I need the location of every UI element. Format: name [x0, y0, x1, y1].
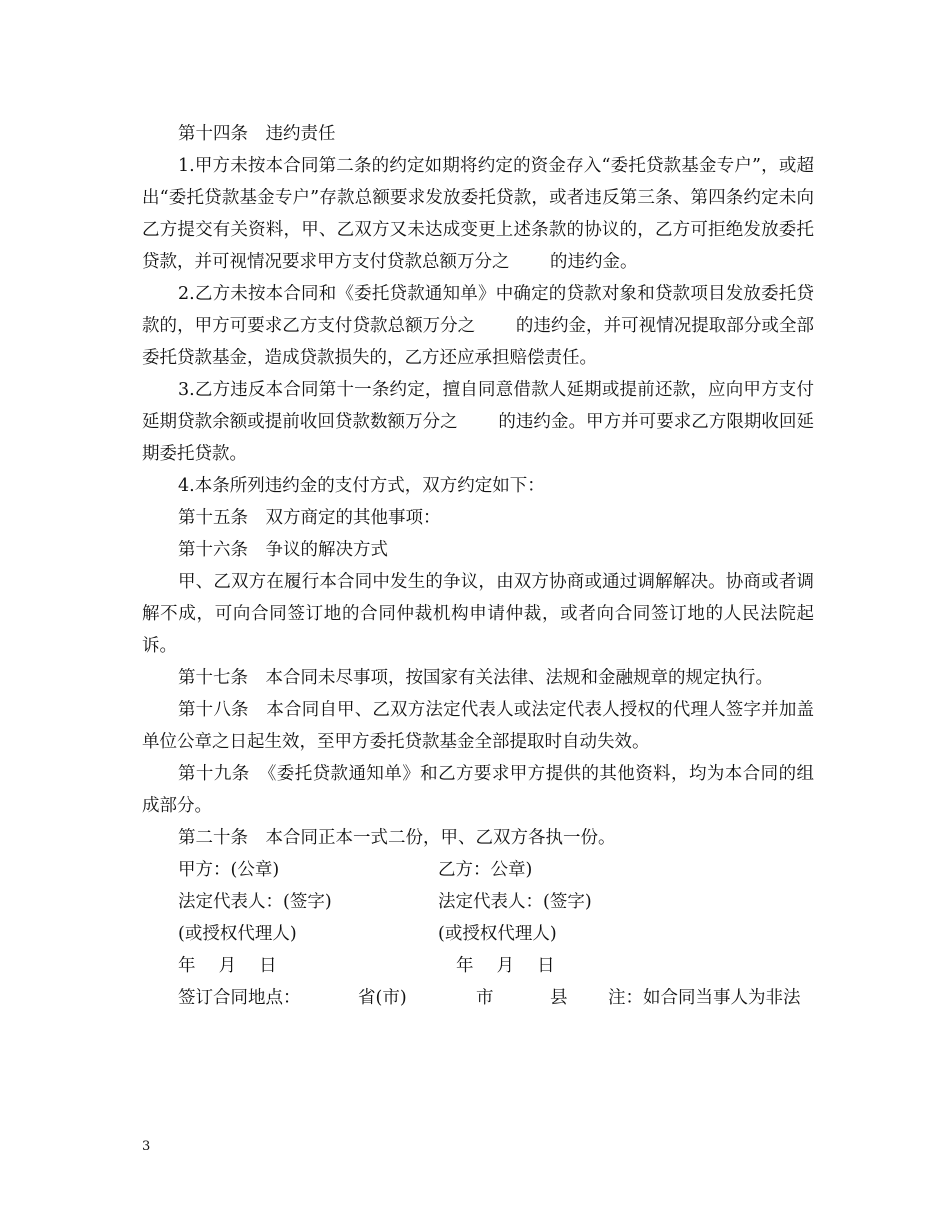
party-a-agent: (或授权代理人): [178, 924, 297, 944]
place-county: 县: [550, 988, 568, 1008]
article-16-heading: 第十六条 争议的解决方式: [178, 540, 388, 560]
contract-body: [142, 118, 814, 1014]
party-b-date: 年 月 日: [456, 956, 555, 976]
party-b-representative: 法定代表人：(签字): [438, 892, 592, 912]
place-label: 签订合同地点：: [178, 988, 301, 1008]
party-a-representative: 法定代表人：(签字): [178, 892, 332, 912]
place-city: 市: [476, 988, 494, 1008]
party-b-seal: 乙方：公章): [438, 860, 533, 880]
article-14-clause-1: 1.甲方未按本合同第二条的约定如期将约定的资金存入“委托贷款基金专户”，或超出“委托贷款基金专户”存款总额要求发放委托贷款，或者违反第三条、第四条约定未向乙方提交有关资料，甲、乙双方又未达成变更上述条款的协议的，乙方可拒绝发放委托贷款，并可视情况要求甲方支付贷款总额万分之 的违约金。: [142, 156, 814, 272]
article-16-body: 甲、乙双方在履行本合同中发生的争议，由双方协商或通过调解解决。协商或者调解不成，可向合同签订地的合同仲裁机构申请仲裁，或者向合同签订地的人民法院起诉。: [142, 572, 814, 656]
page-number: 3: [142, 1139, 151, 1154]
place-note: 注：如合同当事人为非法: [608, 988, 801, 1008]
article-14-clause-4: 4.本条所列违约金的支付方式，双方约定如下：: [178, 476, 545, 496]
article-17: 第十七条 本合同未尽事项，按国家有关法律、法规和金融规章的规定执行。: [178, 668, 773, 688]
article-14-heading: 第十四条 违约责任: [178, 124, 336, 144]
article-14-clause-3: 3.乙方违反本合同第十一条约定，擅自同意借款人延期或提前还款，应向甲方支付延期贷款余额或提前收回贷款数额万分之 的违约金。甲方并可要求乙方限期收回延期委托贷款。: [142, 380, 814, 464]
article-15: 第十五条 双方商定的其他事项：: [178, 508, 441, 528]
article-18: 第十八条 本合同自甲、乙双方法定代表人或法定代表人授权的代理人签字并加盖单位公章之日起生效，至甲方委托贷款基金全部提取时自动失效。: [142, 700, 814, 752]
place-province: 省(市): [358, 988, 407, 1008]
article-19: 第十九条 《委托贷款通知单》和乙方要求甲方提供的其他资料，均为本合同的组成部分。: [142, 764, 814, 816]
signature-agent-row: [142, 918, 814, 950]
signature-date-row: [142, 950, 814, 982]
party-a-date: 年 月 日: [178, 956, 277, 976]
signature-rep-row: [142, 886, 814, 918]
article-20: 第二十条 本合同正本一式二份，甲、乙双方各执一份。: [178, 828, 616, 848]
article-14-clause-2: 2.乙方未按本合同和《委托贷款通知单》中确定的贷款对象和贷款项目发放委托贷款的，甲方可要求乙方支付贷款总额万分之 的违约金，并可视情况提取部分或全部委托贷款基金，造成贷款损失的，乙方还应承担赔偿责任。: [142, 284, 814, 368]
party-a-seal: 甲方：(公章): [178, 860, 280, 880]
signature-seal-row: [142, 854, 814, 886]
contract-place-row: [142, 982, 814, 1014]
party-b-agent: (或授权代理人): [438, 924, 557, 944]
